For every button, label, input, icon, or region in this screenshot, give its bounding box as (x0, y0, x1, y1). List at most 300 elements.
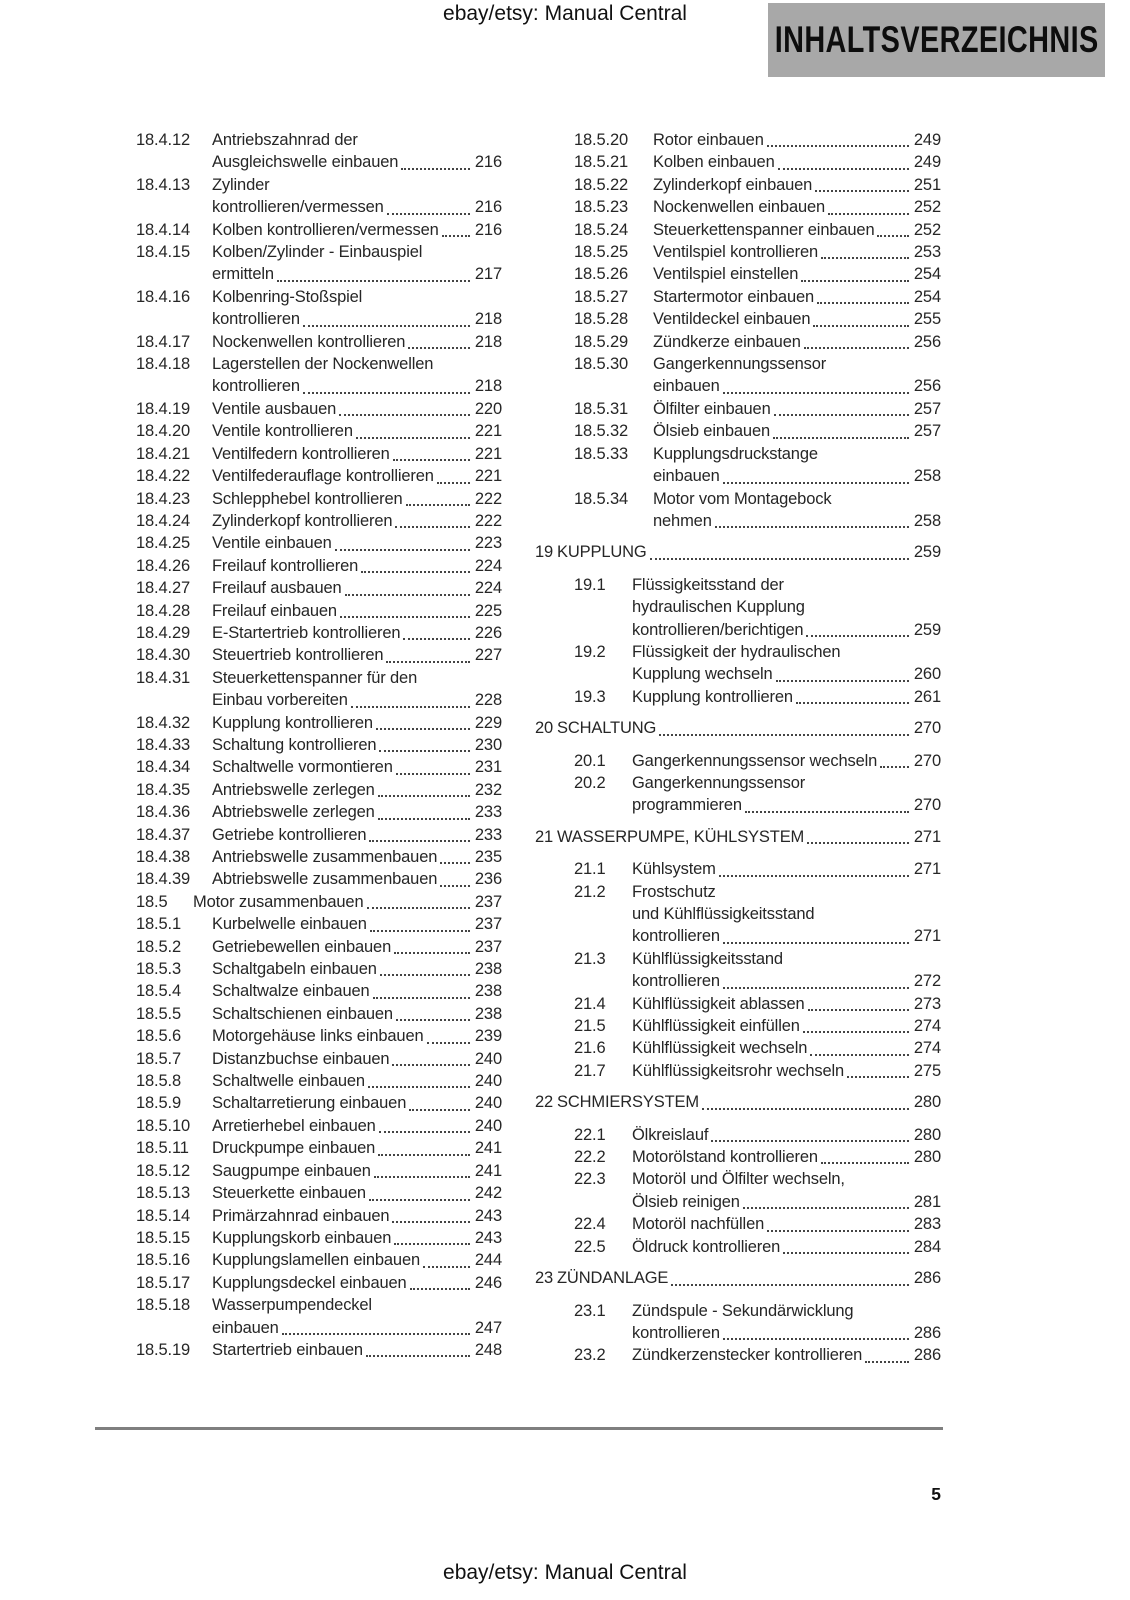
entry-last-line (653, 129, 941, 151)
toc-entry (574, 308, 941, 330)
entry-body (632, 1015, 941, 1037)
entry-title: Motor zusammenbauen (193, 892, 364, 911)
entry-page: 229 (474, 713, 502, 732)
page-number: 5 (931, 1484, 941, 1504)
dot-leader (796, 686, 909, 704)
toc-entry (574, 1236, 941, 1258)
dot-leader (401, 151, 470, 169)
toc-entry (136, 600, 502, 622)
entry-page: 238 (474, 982, 502, 1001)
entry-number: 18.4.17 (136, 332, 191, 351)
dot-leader (378, 801, 470, 819)
entry-page: 259 (913, 543, 941, 562)
entry-page: 230 (474, 735, 502, 754)
entry-last-line (212, 712, 502, 734)
entry-number: 19.1 (574, 575, 606, 594)
toc-entry (574, 1060, 941, 1082)
entry-body (212, 1205, 502, 1227)
entry-page: 258 (913, 511, 941, 530)
entry-number: 18.5.16 (136, 1251, 191, 1270)
entry-page: 238 (474, 1004, 502, 1023)
entry-number: 22.3 (574, 1170, 606, 1189)
entry-body (632, 1124, 941, 1146)
entry-title: Motorgehäuse links einbauen (212, 1027, 424, 1046)
toc-entry (574, 263, 941, 285)
entry-number: 18.5.27 (574, 287, 629, 306)
entry-page: 281 (913, 1192, 941, 1211)
entry-title: Einbau vorbereiten (212, 691, 348, 710)
entry-number: 20 (535, 719, 554, 738)
entry-body (557, 826, 941, 848)
entry-last-line (632, 1124, 941, 1146)
entry-line: Gangerkennungssensor (653, 355, 827, 374)
entry-number: 20.1 (574, 751, 606, 770)
entry-line: Zylinder (212, 175, 270, 194)
entry-page: 274 (913, 1017, 941, 1036)
entry-page: 225 (474, 601, 502, 620)
dot-leader (650, 541, 909, 559)
toc-entry (136, 577, 502, 599)
entry-body (632, 948, 941, 993)
entry-body (212, 734, 502, 756)
entry-number: 18.4.32 (136, 713, 191, 732)
entry-last-line (632, 663, 941, 685)
entry-page: 280 (913, 1125, 941, 1144)
toc-chapter-entry (535, 541, 941, 563)
entry-last-line (632, 1213, 941, 1235)
entry-last-line (212, 532, 502, 554)
entry-number: 18.5 (136, 892, 168, 911)
entry-title: Schaltung kontrollieren (212, 735, 377, 754)
toc-entry (136, 174, 502, 219)
entry-page: 223 (474, 534, 502, 553)
entry-title: kontrollieren (212, 310, 300, 329)
entry-last-line (653, 286, 941, 308)
entry-title: Kühlflüssigkeit einfüllen (632, 1017, 800, 1036)
entry-page: 286 (913, 1346, 941, 1365)
dot-leader (774, 398, 909, 416)
entry-body (212, 622, 502, 644)
toc-entry (574, 881, 941, 948)
toc-entry (574, 1213, 941, 1235)
entry-title: kontrollieren (632, 1323, 720, 1342)
entry-last-line (212, 756, 502, 778)
entry-number: 22.4 (574, 1215, 606, 1234)
dot-leader (877, 219, 908, 237)
entry-body (632, 574, 941, 641)
entry-last-line (632, 1344, 941, 1366)
entry-last-line (653, 308, 941, 330)
entry-last-line (212, 488, 502, 510)
entry-page: 238 (474, 960, 502, 979)
entry-body (653, 443, 941, 488)
entry-body (653, 129, 941, 151)
entry-body (212, 1025, 502, 1047)
entry-body (653, 308, 941, 330)
toc-entry (136, 891, 502, 913)
toc-entry (574, 151, 941, 173)
entry-body (212, 1182, 502, 1204)
dot-leader (340, 600, 470, 618)
toc-entry (136, 622, 502, 644)
entry-number: 23.2 (574, 1346, 606, 1365)
toc-column-left (136, 129, 502, 1361)
toc-entry (136, 868, 502, 890)
entry-number: 18.4.33 (136, 735, 191, 754)
entry-number: 18.5.31 (574, 399, 629, 418)
entry-title: Rotor einbauen (653, 131, 764, 149)
toc-entry (136, 1025, 502, 1047)
entry-page: 235 (474, 848, 502, 866)
entry-title: Kühlflüssigkeitsrohr wechseln (632, 1061, 845, 1080)
entry-last-line (632, 1236, 941, 1258)
entry-number: 23.1 (574, 1301, 606, 1320)
entry-last-line (632, 1015, 941, 1037)
entry-number: 18.4.38 (136, 848, 191, 866)
entry-title: Distanzbuchse einbauen (212, 1049, 390, 1068)
dot-leader (335, 532, 470, 550)
entry-last-line (212, 846, 502, 868)
entry-title: ermitteln (212, 265, 274, 284)
entry-page: 270 (913, 751, 941, 770)
dot-leader (369, 1182, 470, 1200)
footer-title: ebay/etsy: Manual Central (443, 1561, 687, 1584)
entry-number: 18.5.4 (136, 982, 181, 1001)
entry-page: 243 (474, 1206, 502, 1225)
entry-number: 18.5.20 (574, 131, 629, 149)
toc-entry (136, 331, 502, 353)
entry-last-line (653, 151, 941, 173)
dot-leader (395, 510, 469, 528)
entry-number: 18.5.18 (136, 1296, 191, 1315)
entry-title: Schaltschienen einbauen (212, 1004, 393, 1023)
entry-number: 18.4.15 (136, 243, 191, 262)
entry-last-line (212, 868, 502, 890)
entry-last-line (653, 510, 941, 532)
entry-last-line (212, 936, 502, 958)
entry-number: 21.2 (574, 882, 606, 901)
entry-title: Ölsieb einbauen (653, 422, 771, 441)
entry-page: 224 (474, 556, 502, 575)
entry-body (212, 241, 502, 286)
toc-entry (136, 667, 502, 712)
dot-leader (743, 1191, 909, 1209)
entry-page: 272 (913, 972, 941, 991)
entry-title: kontrollieren (632, 972, 720, 991)
toc-entry (136, 1160, 502, 1182)
entry-page: 224 (474, 579, 502, 598)
entry-body (212, 286, 502, 331)
dot-leader (282, 1317, 470, 1335)
entry-page: 227 (474, 646, 502, 665)
dot-leader (807, 826, 909, 844)
entry-page: 220 (474, 399, 502, 418)
entry-body (212, 1048, 502, 1070)
entry-title: Primärzahnrad einbauen (212, 1206, 390, 1225)
entry-line: Kolben/Zylinder - Einbauspiel (212, 243, 423, 262)
entry-title: SCHALTUNG (557, 719, 657, 738)
toc-entry (136, 936, 502, 958)
entry-last-line (212, 219, 502, 241)
entry-title: Ventile kontrollieren (212, 422, 353, 441)
dot-leader (817, 286, 909, 304)
entry-title: Startermotor einbauen (653, 287, 815, 306)
toc-chapter-entry (535, 1091, 941, 1113)
entry-body (212, 443, 502, 465)
entry-title: Motorölstand kontrollieren (632, 1148, 818, 1167)
entry-page: 222 (474, 489, 502, 508)
toc-entry (574, 1146, 941, 1168)
entry-title: Kupplungslamellen einbauen (212, 1251, 421, 1270)
entry-page: 236 (474, 870, 502, 889)
entry-number: 18.5.17 (136, 1273, 191, 1292)
dot-leader (361, 555, 470, 573)
entry-title: kontrollieren (212, 377, 300, 396)
entry-page: 271 (913, 927, 941, 946)
entry-title: kontrollieren (632, 927, 720, 946)
entry-body (653, 488, 941, 533)
entry-number: 19.3 (574, 687, 606, 706)
entry-number: 18.5.10 (136, 1116, 191, 1135)
entry-title: Freilauf einbauen (212, 601, 337, 620)
entry-page: 237 (474, 937, 502, 956)
entry-body (212, 1272, 502, 1294)
dot-leader (403, 622, 470, 640)
entry-body (212, 129, 502, 174)
dot-leader (440, 868, 470, 886)
entry-line: hydraulischen Kupplung (632, 598, 805, 617)
entry-page: 249 (913, 131, 941, 149)
entry-last-line (212, 510, 502, 532)
entry-last-line (632, 1037, 941, 1059)
entry-number: 18.5.26 (574, 265, 629, 284)
entry-page: 271 (913, 827, 941, 846)
dot-leader (376, 712, 470, 730)
dot-leader (368, 1070, 470, 1088)
toc-entry (574, 174, 941, 196)
entry-line: Antriebszahnrad der (212, 131, 358, 149)
entry-title: Antriebswelle zusammenbauen (212, 848, 438, 866)
entry-body (212, 1003, 502, 1025)
entry-title: Schaltwelle einbauen (212, 1072, 365, 1091)
entry-title: ZÜNDANLAGE (557, 1269, 669, 1288)
entry-last-line (212, 151, 502, 173)
entry-number: 18.5.12 (136, 1161, 191, 1180)
dot-leader (339, 398, 470, 416)
entry-title: Nockenwellen einbauen (653, 198, 826, 217)
entry-title: Abtriebswelle zerlegen (212, 803, 375, 822)
entry-title: Getriebewellen einbauen (212, 937, 392, 956)
dot-leader (370, 913, 470, 931)
entry-page: 252 (913, 220, 941, 239)
dot-leader (810, 1037, 909, 1055)
entry-page: 256 (913, 377, 941, 396)
entry-last-line (212, 1070, 502, 1092)
entry-body (212, 1294, 502, 1339)
entry-body (212, 913, 502, 935)
entry-last-line (632, 1060, 941, 1082)
dot-leader (379, 1115, 470, 1133)
toc-entry (574, 948, 941, 993)
entry-title: Kurbelwelle einbauen (212, 915, 367, 934)
entry-title: E-Startertrieb kontrollieren (212, 623, 401, 642)
entry-title: WASSERPUMPE, KÜHLSYSTEM (557, 827, 805, 846)
toc-entry (574, 1124, 941, 1146)
entry-page: 257 (913, 422, 941, 441)
dot-leader (776, 663, 909, 681)
dot-leader (808, 993, 909, 1011)
entry-last-line (632, 619, 941, 641)
dot-leader (393, 443, 470, 461)
entry-body (212, 488, 502, 510)
entry-page: 261 (913, 687, 941, 706)
entry-number: 18.4.22 (136, 467, 191, 486)
dot-leader (778, 151, 909, 169)
entry-page: 218 (474, 377, 502, 396)
toc-entry (136, 1205, 502, 1227)
toc-entry (574, 241, 941, 263)
toc-chapter-entry (535, 1267, 941, 1289)
toc-entry (574, 750, 941, 772)
entry-number: 18.4.23 (136, 489, 191, 508)
entry-body (632, 1300, 941, 1345)
entry-body (653, 286, 941, 308)
entry-number: 18.4.30 (136, 646, 191, 665)
entry-line: und Kühlflüssigkeitsstand (632, 905, 815, 923)
entry-number: 18.5.32 (574, 422, 629, 441)
dot-leader (303, 308, 470, 326)
entry-body (212, 331, 502, 353)
entry-line: Flüssigkeit der hydraulischen (632, 642, 841, 661)
entry-last-line (212, 1092, 502, 1114)
entry-last-line (212, 1137, 502, 1159)
entry-last-line (557, 717, 941, 739)
entry-number: 18.4.14 (136, 220, 191, 239)
toc-entry (136, 1249, 502, 1271)
toc-entry (574, 196, 941, 218)
entry-number: 18.5.25 (574, 243, 629, 262)
toc-entry (136, 1048, 502, 1070)
toc-entry (136, 1137, 502, 1159)
dot-leader (373, 980, 470, 998)
toc-entry (136, 398, 502, 420)
entry-last-line (212, 263, 502, 285)
entry-title: Ventilspiel kontrollieren (653, 243, 819, 262)
entry-title: Kupplungskorb einbauen (212, 1228, 392, 1247)
entry-title: Antriebswelle zerlegen (212, 780, 375, 799)
toc-entry (136, 1182, 502, 1204)
entry-last-line (212, 600, 502, 622)
toc-entry (136, 779, 502, 801)
dot-leader (821, 1146, 909, 1164)
dot-leader (442, 219, 470, 237)
dot-leader (865, 1344, 909, 1362)
entry-body (653, 353, 941, 398)
entry-title: Abtriebswelle zusammenbauen (212, 870, 438, 889)
entry-number: 18.4.26 (136, 556, 191, 575)
entry-body (632, 1344, 941, 1366)
entry-last-line (557, 541, 941, 563)
toc-entry (574, 398, 941, 420)
dot-leader (803, 1015, 909, 1033)
entry-last-line (632, 970, 941, 992)
entry-last-line (653, 398, 941, 420)
entry-title: Ventilfedern kontrollieren (212, 444, 390, 463)
entry-last-line (653, 196, 941, 218)
dot-leader (406, 488, 470, 506)
entry-body (653, 420, 941, 442)
dot-leader (386, 644, 469, 662)
toc-entry (574, 993, 941, 1015)
dot-leader (374, 1160, 470, 1178)
entry-page: 240 (474, 1116, 502, 1135)
entry-title: einbauen (212, 1318, 279, 1337)
entry-page: 260 (913, 665, 941, 684)
entry-last-line (653, 375, 941, 397)
entry-page: 271 (913, 860, 941, 879)
toc-entry (136, 555, 502, 577)
entry-number: 20.2 (574, 773, 606, 792)
entry-page: 222 (474, 511, 502, 530)
dot-leader (396, 1003, 470, 1021)
entry-number: 18.4.36 (136, 803, 191, 822)
entry-last-line (212, 958, 502, 980)
entry-last-line (212, 1182, 502, 1204)
entry-last-line (212, 622, 502, 644)
entry-number: 21.5 (574, 1017, 606, 1036)
entry-body (653, 398, 941, 420)
entry-number: 21.4 (574, 994, 606, 1013)
entry-title: Kolben einbauen (653, 153, 775, 172)
entry-page: 270 (913, 719, 941, 738)
dot-leader (366, 1339, 470, 1357)
entry-body (212, 465, 502, 487)
entry-body (632, 1168, 941, 1213)
entry-body (212, 353, 502, 398)
entry-body (212, 868, 502, 890)
entry-body (212, 1070, 502, 1092)
entry-title: Zylinderkopf kontrollieren (212, 511, 393, 530)
entry-page: 254 (913, 265, 941, 284)
entry-title: Druckpumpe einbauen (212, 1139, 376, 1158)
entry-title: Kühlflüssigkeit wechseln (632, 1039, 808, 1058)
entry-number: 18.5.24 (574, 220, 629, 239)
entry-page: 254 (913, 287, 941, 306)
entry-title: Steuerkettenspanner einbauen (653, 220, 875, 239)
toc-entry (574, 574, 941, 641)
entry-title: Zündkerzenstecker kontrollieren (632, 1346, 863, 1365)
entry-title: Startertrieb einbauen (212, 1340, 363, 1359)
entry-page: 247 (474, 1318, 502, 1337)
entry-page: 256 (913, 332, 941, 351)
entry-number: 18.4.34 (136, 758, 191, 777)
toc-entry (136, 443, 502, 465)
toc-entry (136, 801, 502, 823)
entry-number: 18.4.12 (136, 131, 191, 149)
dot-leader (303, 375, 470, 393)
entry-body (212, 420, 502, 442)
dot-leader (847, 1060, 909, 1078)
entry-body (212, 1137, 502, 1159)
entry-number: 18.4.25 (136, 534, 191, 553)
entry-last-line (653, 465, 941, 487)
entry-last-line (212, 308, 502, 330)
entry-body (653, 263, 941, 285)
entry-title: Schaltwelle vormontieren (212, 758, 393, 777)
entry-title: Ventilspiel einstellen (653, 265, 799, 284)
dot-leader (813, 308, 909, 326)
dot-leader (723, 1322, 909, 1340)
